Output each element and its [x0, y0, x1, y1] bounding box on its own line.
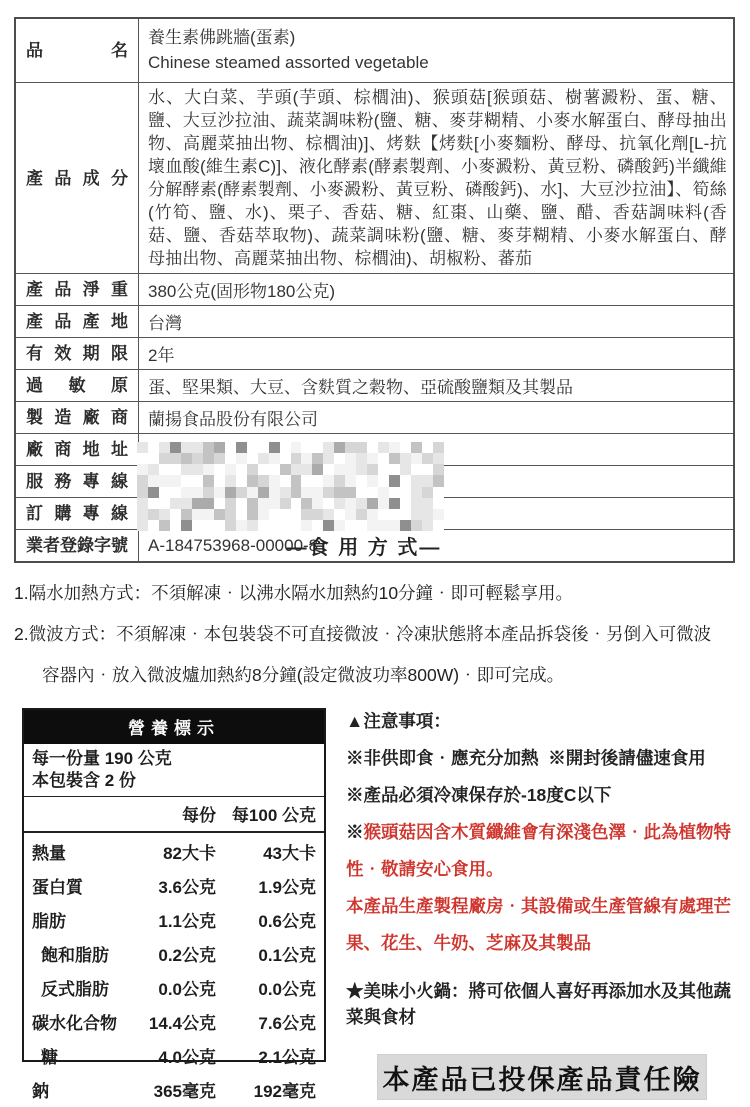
serving-size: 每一份量 190 公克 — [32, 749, 172, 768]
row-label-cell — [16, 83, 139, 273]
row-value: 蛋、堅果類、大豆、含麩質之穀物、亞硫酸鹽類及其製品 — [148, 378, 573, 397]
row-value-cell — [139, 19, 733, 82]
hotpot-tip: ★美味小火鍋：將可依個人喜好再添加水及其他蔬菜與食材 — [346, 981, 731, 1027]
row-label: 產品產地 — [26, 312, 128, 331]
nutrition-table — [22, 708, 326, 1101]
nutrition-row-sodium: 鈉 365毫克 192毫克 — [32, 1082, 316, 1101]
product-info-table — [14, 17, 735, 563]
nutrition-rows — [24, 833, 324, 1107]
reference-mark: ※ — [346, 822, 364, 842]
row-label: 有效期限 — [26, 344, 128, 363]
registration-number: A-184753968-00000-8 — [148, 535, 319, 555]
usage-step-2: 2.微波方式：不須解凍‧本包裝袋不可直接微波‧冷凍狀態將本產品拆袋後‧另倒入可微波容器內‧放入微波爐加熱約8分鐘(設定微波功率800W)‧即可完成。 — [14, 624, 712, 685]
row-label-cell — [16, 274, 139, 305]
nutrition-title: 營養標示 — [24, 710, 324, 744]
table-row-allergens — [16, 369, 733, 401]
row-label: 產品淨重 — [26, 280, 128, 299]
nutrition-row-calories: 熱量 82大卡 43大卡 — [32, 844, 316, 863]
ingredients-text: 水、大白菜、芋頭(芋頭、棕櫚油)、猴頭菇[猴頭菇、樹薯澱粉、蛋、糖、鹽、大豆沙拉油、蔬菜調味粉(鹽、糖、麥芽糊精、小麥水解蛋白、酵母抽出物、高麗菜抽出物、棕櫚油)]、烤麩【烤麩[小麥麵粉、酵母、抗氧化劑[L-抗壞血酸(維生素C)]、液化酵素(酵素製劑、小麥澱粉、黃豆粉、磷酸鈣)半纖維分解酵素(酵素製劑、小麥澱粉、黃豆粉、磷酸鈣)、水]、大豆沙拉油】、筍絲(竹筍、鹽、水)、栗子、香菇、糖、紅棗、山藥、鹽、醋、香菇調味料(香菇、鹽、香菇萃取物)、蔬菜調味粉(鹽、糖、麥芽糊精、小麥水解蛋白、酵母抽出物、高麗菜抽出物、棕櫚油)、胡椒粉、蕃茄 — [148, 88, 727, 268]
insurance-box: 本產品已投保產品責任險 — [377, 1054, 707, 1100]
row-label: 廠商地址 — [26, 440, 128, 459]
table-row-product-name — [16, 19, 733, 82]
redacted-mosaic — [137, 442, 444, 531]
servings-per-pack: 本包裝含 2 份 — [32, 771, 136, 790]
row-label-cell — [16, 19, 139, 82]
nutrition-row-carbohydrate: 碳水化合物 14.4公克 7.6公克 — [32, 1014, 316, 1033]
nutrition-column-headers — [24, 797, 324, 833]
notice-item: ※非供即食‧應充分加熱 ※開封後請儘速食用 — [346, 748, 706, 768]
row-label: 製造廠商 — [26, 408, 128, 427]
notice-item-warning: ※猴頭菇因含木質纖維會有深淺色澤‧此為植物特性‧敬請安心食用。 — [346, 822, 731, 879]
row-value: 蘭揚食品股份有限公司 — [148, 410, 318, 429]
table-row-shelf-life — [16, 337, 733, 369]
product-name-en: Chinese steamed assorted vegetable — [148, 53, 429, 72]
row-label: 產品成分 — [26, 168, 128, 188]
row-label: 過敏原 — [26, 376, 128, 395]
table-row-ingredients — [16, 82, 733, 273]
col-header-per-100g: 每100 公克 — [231, 806, 316, 825]
usage-steps — [14, 573, 714, 696]
row-label: 業者登錄字號 — [26, 536, 128, 555]
nutrition-row-fat: 脂肪 1.1公克 0.6公克 — [32, 912, 316, 931]
row-value: 380公克(固形物180公克) — [148, 282, 336, 301]
notices-title: ▲注意事項： — [346, 711, 451, 731]
row-label: 訂購專線 — [26, 504, 128, 523]
table-row-origin — [16, 305, 733, 337]
row-value: 2年 — [148, 346, 175, 365]
row-label: 服務專線 — [26, 472, 128, 491]
nutrition-row-saturated-fat: 飽和脂肪 0.2公克 0.1公克 — [41, 946, 316, 965]
nutrition-serving-info — [24, 744, 324, 797]
row-label-cell — [16, 402, 139, 433]
notices-section — [346, 703, 736, 1100]
usage-section — [14, 531, 714, 696]
row-label-cell — [16, 306, 139, 337]
row-value: 台灣 — [148, 314, 182, 333]
col-header-per-serving: 每份 — [182, 806, 216, 825]
nutrition-row-protein: 蛋白質 3.6公克 1.9公克 — [32, 878, 316, 897]
table-row-manufacturer — [16, 401, 733, 433]
row-label-cell — [16, 498, 139, 529]
notice-item: ※產品必須冷凍保存於-18度C以下 — [346, 785, 612, 805]
usage-step-1: 1.隔水加熱方式：不須解凍‧以沸水隔水加熱約10分鐘‧即可輕鬆享用。 — [14, 583, 574, 603]
notice-item-warning: 本產品生產製程廠房‧其設備或生產管線有處理芒果、花生、牛奶、芝麻及其製品 — [346, 896, 731, 953]
product-name-zh: 養生素佛跳牆(蛋素) — [148, 28, 296, 47]
nutrition-row-sugar: 糖 4.0公克 2.1公克 — [41, 1048, 316, 1067]
row-label-cell — [16, 466, 139, 497]
row-label-cell — [16, 370, 139, 401]
usage-title: —食 用 方 式— — [286, 537, 442, 559]
row-label-cell — [16, 434, 139, 465]
row-label: 品名 — [26, 41, 128, 60]
nutrition-row-trans-fat: 反式脂肪 0.0公克 0.0公克 — [41, 980, 316, 999]
row-label-cell — [16, 338, 139, 369]
table-row-net-weight — [16, 273, 733, 305]
